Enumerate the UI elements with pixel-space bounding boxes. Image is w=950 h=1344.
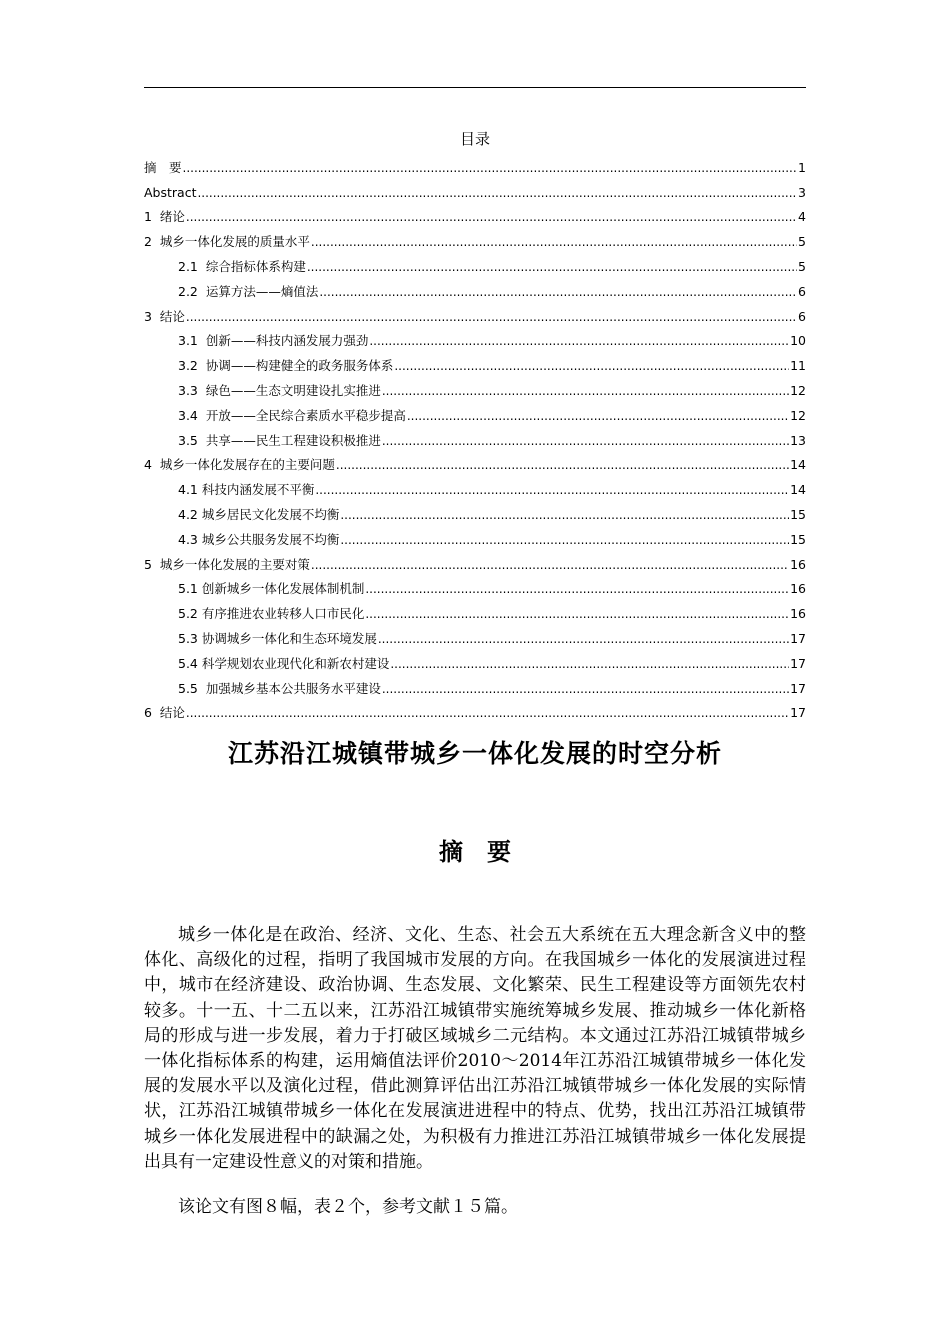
toc-leader-dots — [340, 532, 789, 548]
toc-entry[interactable] — [144, 573, 806, 598]
toc-entry-page: 17 — [790, 705, 806, 721]
document-title: 江苏沿江城镇带城乡一体化发展的时空分析 — [227, 739, 722, 768]
toc-leader-dots — [197, 185, 797, 201]
toc-entry[interactable] — [144, 548, 806, 573]
toc-leader-dots — [390, 656, 789, 672]
header-rule — [144, 87, 806, 88]
toc-entry[interactable] — [144, 275, 806, 300]
toc-entry-text: 3.3 绿色——生态文明建设扎实推进 — [178, 382, 381, 398]
toc-leader-dots — [311, 234, 797, 250]
toc-entry-page: 16 — [790, 556, 806, 572]
toc-entry-text: 4 城乡一体化发展存在的主要问题 — [144, 457, 335, 473]
toc-entry[interactable] — [144, 597, 806, 622]
toc-entry[interactable] — [144, 374, 806, 399]
toc-entry-text: 5.1 创新城乡一体化发展体制机制 — [178, 581, 365, 597]
toc-leader-dots — [183, 160, 798, 176]
toc-leader-dots — [382, 383, 789, 399]
toc-entry-page: 17 — [790, 680, 806, 696]
toc-entry-text: 1 绪论 — [144, 209, 185, 225]
toc-entry-text: 3.2 协调——构建健全的政务服务体系 — [178, 358, 394, 374]
toc-entry[interactable] — [144, 697, 806, 722]
toc-leader-dots — [378, 631, 789, 647]
toc-entry[interactable] — [144, 473, 806, 498]
toc-entry[interactable] — [144, 498, 806, 523]
toc-entry-page: 4 — [798, 209, 806, 225]
toc-entry-text: 6 结论 — [144, 705, 185, 721]
toc-entry-text: 5.4 科学规划农业现代化和新农村建设 — [178, 655, 390, 671]
toc-entry-page: 12 — [790, 407, 806, 423]
toc-entry[interactable] — [144, 622, 806, 647]
toc-leader-dots — [365, 606, 789, 622]
toc-entry[interactable] — [144, 647, 806, 672]
toc-entry-page: 16 — [790, 606, 806, 622]
toc-entry-page: 17 — [790, 630, 806, 646]
toc-entry-page: 16 — [790, 581, 806, 597]
toc-leader-dots — [382, 681, 789, 697]
toc-entry-text: 4.1 科技内涵发展不平衡 — [178, 482, 315, 498]
toc-entry[interactable] — [144, 399, 806, 424]
toc-entry-page: 15 — [790, 506, 806, 522]
toc-leader-dots — [394, 358, 789, 374]
toc-entry-text: 3.4 开放——全民综合素质水平稳步提高 — [178, 407, 406, 423]
toc-entry-page: 3 — [798, 184, 806, 200]
abstract-heading-text: 摘 要 — [439, 838, 511, 866]
figures-tables-note: 该论文有图８幅，表２个，参考文献１５篇。 — [178, 1197, 518, 1217]
toc-entry-text: 5 城乡一体化发展的主要对策 — [144, 556, 310, 572]
toc-entry-text: 4.3 城乡公共服务发展不均衡 — [178, 531, 340, 547]
toc-entry-page: 5 — [798, 234, 806, 250]
toc-entry-page: 10 — [790, 333, 806, 349]
toc-entry[interactable] — [144, 201, 806, 226]
toc-leader-dots — [307, 259, 797, 275]
toc-entry[interactable] — [144, 250, 806, 275]
toc-entry-text: 2.1 综合指标体系构建 — [178, 258, 306, 274]
toc-entry-text: 2.2 运算方法——熵值法 — [178, 283, 319, 299]
toc-entry-page: 17 — [790, 655, 806, 671]
toc-entry-page: 11 — [790, 358, 806, 374]
toc-entry-page: 1 — [798, 159, 806, 175]
toc-entry-text: 2 城乡一体化发展的质量水平 — [144, 234, 310, 250]
toc-entry[interactable] — [144, 449, 806, 474]
toc-entry-page: 5 — [798, 258, 806, 274]
toc-leader-dots — [186, 705, 789, 721]
toc-entry[interactable] — [144, 300, 806, 325]
toc-entry-text: Abstract — [144, 184, 197, 200]
table-of-contents — [144, 151, 806, 721]
toc-leader-dots — [369, 333, 789, 349]
toc-entry-page: 6 — [798, 283, 806, 299]
toc-leader-dots — [336, 457, 789, 473]
toc-entry[interactable] — [144, 176, 806, 201]
toc-entry[interactable] — [144, 523, 806, 548]
toc-leader-dots — [340, 507, 789, 523]
toc-entry-page: 15 — [790, 531, 806, 547]
toc-entry[interactable] — [144, 151, 806, 176]
toc-entry-text: 3 结论 — [144, 308, 185, 324]
toc-leader-dots — [382, 433, 789, 449]
toc-entry-text: 5.3 协调城乡一体化和生态环境发展 — [178, 630, 377, 646]
toc-leader-dots — [311, 557, 789, 573]
toc-entry-page: 14 — [790, 482, 806, 498]
toc-entry[interactable] — [144, 225, 806, 250]
toc-entry[interactable] — [144, 325, 806, 350]
toc-entry[interactable] — [144, 424, 806, 449]
abstract-body: 城乡一体化是在政治、经济、文化、生态、社会五大系统在五大理念新含义中的整体化、高级化的过程，指明了我国城市发展的方向。在我国城乡一体化的发展演进过程中，城市在经济建设、政治协调、生态发展、文化繁荣、民生工程建设等方面领先农村较多。十一五、十二五以来，江苏沿江城镇带实施统筹城乡发展、推动城乡一体化新格局的形成与进一步发展，着力于打破区域城乡二元结构。本文通过江苏沿江城镇带城乡一体化指标体系的构建，运用熵值法评价2010～2014年江苏沿江城镇带城乡一体化发展的发展水平以及演化过程，借此测算评估出江苏沿江城镇带城乡一体化发展的实际情状，江苏沿江城镇带城乡一体化在发展演进进程中的特点、优势，找出江苏沿江城镇带城乡一体化发展进程中的缺漏之处，为积极有力推进江苏沿江城镇带城乡一体化发展提出具有一定建设性意义的对策和措施。 — [144, 925, 806, 1172]
toc-leader-dots — [407, 408, 789, 424]
toc-entry[interactable] — [144, 349, 806, 374]
toc-leader-dots — [315, 482, 789, 498]
toc-entry-page: 6 — [798, 308, 806, 324]
toc-entry-text: 3.1 创新——科技内涵发展力强劲 — [178, 333, 369, 349]
toc-entry-page: 13 — [790, 432, 806, 448]
toc-entry-text: 4.2 城乡居民文化发展不均衡 — [178, 506, 340, 522]
toc-entry-text: 3.5 共享——民生工程建设积极推进 — [178, 432, 381, 448]
toc-entry-text: 摘 要 — [144, 159, 182, 175]
toc-leader-dots — [186, 309, 797, 325]
toc-leader-dots — [319, 284, 797, 300]
toc-entry-text: 5.5 加强城乡基本公共服务水平建设 — [178, 680, 381, 696]
toc-title: 目录 — [459, 130, 490, 148]
toc-entry[interactable] — [144, 672, 806, 697]
toc-leader-dots — [365, 581, 789, 597]
toc-entry-page: 14 — [790, 457, 806, 473]
abstract-heading — [0, 832, 950, 867]
toc-entry-text: 5.2 有序推进农业转移人口市民化 — [178, 606, 365, 622]
toc-entry-page: 12 — [790, 382, 806, 398]
toc-leader-dots — [186, 209, 797, 225]
